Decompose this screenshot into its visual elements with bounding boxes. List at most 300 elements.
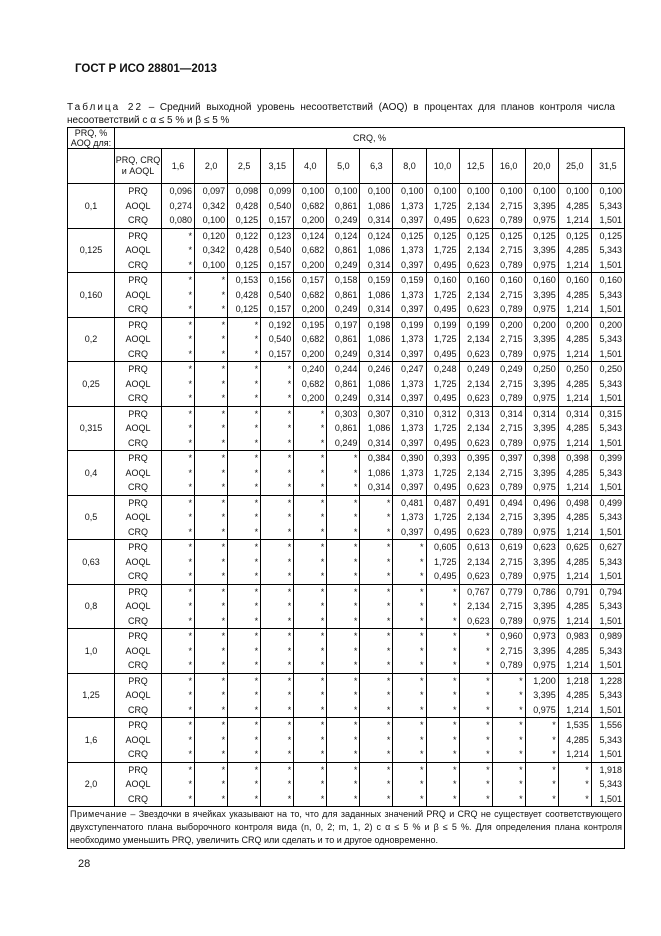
value-prq: 0,960 (500, 631, 523, 641)
param-label: CRQ (128, 660, 148, 670)
value-crq: * (188, 482, 193, 492)
value-crq: 0,397 (400, 259, 424, 270)
value-cell (426, 406, 459, 451)
value-cell (327, 540, 360, 585)
value-aoql: 0,540 (268, 334, 292, 344)
value-cell (195, 762, 228, 807)
value-cell (393, 317, 426, 362)
value-cell (294, 228, 327, 273)
value-crq: * (254, 793, 259, 804)
value-prq: * (353, 586, 358, 597)
value-cell (426, 584, 459, 629)
value-aoql: * (386, 734, 391, 745)
value-prq: * (419, 586, 424, 597)
value-aoql: 2,715 (500, 200, 523, 211)
value-cell (261, 184, 294, 229)
value-crq: 0,125 (235, 259, 259, 270)
value-crq: * (287, 660, 292, 670)
value-prq: 0,623 (533, 542, 556, 552)
value-crq: 0,975 (533, 304, 556, 314)
prq-group-label: 2,0 (68, 762, 115, 807)
value-cell (261, 495, 294, 540)
value-aoql: * (353, 645, 358, 656)
value-prq: 0,625 (566, 542, 589, 552)
value-prq: 0,398 (533, 453, 556, 463)
value-crq: 1,501 (599, 793, 622, 804)
value-cell (393, 762, 426, 807)
value-prq: 0,199 (434, 319, 457, 330)
value-prq: 0,613 (467, 542, 490, 552)
value-aoql: 4,285 (566, 601, 589, 611)
value-aoql: * (320, 467, 325, 478)
value-prq: 0,786 (533, 586, 556, 597)
value-cell (591, 540, 624, 585)
value-cell (558, 317, 591, 362)
table-header-row-1 (68, 128, 625, 149)
value-aoql: 3,395 (533, 423, 556, 433)
value-crq: * (486, 749, 490, 759)
value-cell (591, 673, 624, 718)
value-aoql: * (386, 645, 391, 656)
value-cell (558, 228, 591, 273)
value-crq: * (386, 571, 391, 581)
value-prq: * (188, 720, 193, 730)
value-aoql: 2,715 (500, 601, 523, 611)
param-label-cell (115, 673, 162, 718)
value-prq: * (254, 453, 259, 463)
value-cell (393, 629, 426, 674)
param-label: PRQ (128, 186, 148, 196)
value-crq: * (519, 749, 523, 759)
value-crq: 0,789 (500, 482, 523, 492)
value-aoql: * (287, 734, 292, 745)
param-label: PRQ (128, 586, 148, 597)
value-cell (294, 495, 327, 540)
value-prq: * (320, 764, 325, 775)
value-cell (162, 629, 195, 674)
value-aoql: 2,715 (500, 512, 523, 522)
value-crq: 0,157 (268, 304, 292, 314)
value-cell (261, 673, 294, 718)
value-cell (195, 718, 228, 763)
param-label: CRQ (128, 259, 148, 270)
table-row (68, 406, 625, 451)
value-prq: * (386, 764, 391, 775)
value-cell (558, 584, 591, 629)
value-aoql: 2,134 (467, 289, 490, 300)
value-crq: * (254, 704, 259, 715)
value-cell (426, 451, 459, 496)
value-cell (525, 495, 558, 540)
value-crq: 1,501 (599, 660, 622, 670)
value-crq: 1,501 (599, 437, 622, 448)
value-prq: 0,200 (599, 319, 622, 330)
param-label: AOQL (125, 734, 151, 745)
value-prq: * (188, 542, 193, 552)
value-aoql: * (386, 601, 391, 611)
value-crq: * (221, 704, 226, 715)
value-crq: * (353, 793, 358, 804)
value-crq: * (386, 615, 391, 626)
value-prq: 0,120 (202, 230, 226, 241)
value-prq: * (221, 319, 226, 330)
value-cell (327, 317, 360, 362)
value-cell (525, 317, 558, 362)
value-crq: * (254, 437, 259, 448)
value-crq: 0,495 (434, 304, 457, 314)
value-aoql: 1,725 (434, 378, 457, 389)
value-aoql: * (188, 601, 193, 611)
value-cell (393, 584, 426, 629)
value-crq: * (486, 704, 490, 715)
prq-group-label: 0,125 (68, 228, 115, 273)
value-cell (360, 406, 393, 451)
value-cell (492, 228, 525, 273)
value-aoql: 0,342 (202, 200, 226, 211)
value-cell (492, 762, 525, 807)
value-crq: * (353, 571, 358, 581)
value-cell (360, 184, 393, 229)
value-prq: 0,125 (599, 230, 622, 241)
value-aoql: * (254, 734, 259, 745)
value-prq: 0,125 (566, 230, 589, 241)
table-row (68, 673, 625, 718)
value-prq: 0,384 (367, 453, 391, 463)
value-aoql: * (254, 601, 259, 611)
value-crq: * (254, 571, 259, 581)
value-aoql: 0,682 (301, 334, 325, 344)
value-cell (525, 762, 558, 807)
value-prq: 0,779 (500, 586, 523, 597)
value-cell (459, 673, 492, 718)
param-label-cell (115, 406, 162, 451)
value-aoql: 4,285 (566, 378, 589, 389)
value-cell (426, 673, 459, 718)
value-cell (327, 584, 360, 629)
value-prq: * (188, 408, 193, 419)
value-cell (525, 273, 558, 318)
value-crq: 0,100 (202, 259, 226, 270)
value-cell (327, 629, 360, 674)
value-crq: 0,623 (467, 526, 490, 537)
value-crq: 1,214 (566, 348, 589, 359)
value-cell (492, 451, 525, 496)
prq-group-label: 1,25 (68, 673, 115, 718)
value-cell (492, 317, 525, 362)
value-prq: * (221, 542, 226, 552)
value-prq: * (254, 364, 259, 374)
value-aoql: 2,134 (467, 467, 490, 478)
value-prq: * (386, 497, 391, 508)
value-prq: * (287, 497, 292, 508)
value-aoql: 0,540 (268, 200, 292, 211)
value-crq: 0,975 (533, 215, 556, 225)
value-aoql: * (353, 690, 358, 700)
value-crq: * (585, 793, 589, 804)
value-cell (294, 584, 327, 629)
value-prq: 0,124 (301, 230, 325, 241)
value-cell (426, 273, 459, 318)
value-cell (195, 362, 228, 407)
value-crq: 0,623 (467, 571, 490, 581)
value-aoql: * (221, 423, 226, 433)
prq-group-label: 0,160 (68, 273, 115, 318)
param-label: AOQL (125, 245, 151, 255)
value-cell (459, 718, 492, 763)
value-prq: * (221, 497, 226, 508)
prq-group-label: 0,25 (68, 362, 115, 407)
value-cell (327, 406, 360, 451)
value-prq: 0,195 (301, 319, 325, 330)
value-prq: * (320, 675, 325, 686)
value-aoql: 5,343 (599, 512, 622, 522)
value-cell (162, 184, 195, 229)
value-crq: * (419, 660, 424, 670)
value-aoql: * (221, 734, 226, 745)
value-prq: 0,125 (500, 230, 523, 241)
value-crq: 0,249 (334, 259, 358, 270)
aoq-table (67, 127, 625, 849)
value-prq: 0,100 (467, 186, 490, 196)
value-aoql: * (419, 556, 424, 567)
value-aoql: 3,395 (533, 690, 556, 700)
value-cell (261, 540, 294, 585)
crq-column-header: 1,6 (162, 149, 195, 184)
value-cell (525, 451, 558, 496)
value-aoql: * (254, 690, 259, 700)
value-aoql: 3,395 (533, 200, 556, 211)
value-cell (162, 228, 195, 273)
value-prq: * (320, 631, 325, 641)
value-aoql: * (287, 645, 292, 656)
value-aoql: * (287, 378, 292, 389)
param-label: AOQL (125, 556, 151, 567)
value-aoql: * (254, 556, 259, 567)
value-crq: 1,501 (599, 571, 622, 581)
value-aoql: 4,285 (566, 334, 589, 344)
param-header: PRQ, CRQ и AOQL (115, 149, 162, 184)
value-crq: 1,501 (599, 348, 622, 359)
crq-column-header: 5,0 (327, 149, 360, 184)
value-cell (162, 406, 195, 451)
value-prq: * (287, 453, 292, 463)
value-prq: * (188, 497, 193, 508)
crq-column-header: 2,5 (228, 149, 261, 184)
param-label: CRQ (128, 793, 148, 804)
value-crq: 0,623 (467, 259, 490, 270)
value-aoql: * (254, 467, 259, 478)
value-prq: 1,218 (566, 675, 589, 686)
value-prq: * (486, 631, 490, 641)
crq-column-header: 10,0 (426, 149, 459, 184)
value-cell (525, 584, 558, 629)
value-crq: 0,200 (301, 215, 325, 225)
prq-group-label: 0,2 (68, 317, 115, 362)
value-prq: 0,160 (434, 275, 457, 285)
value-crq: * (320, 704, 325, 715)
value-prq: 0,096 (169, 186, 193, 196)
value-prq: 0,100 (500, 186, 523, 196)
value-prq: 0,099 (268, 186, 292, 196)
value-crq: * (188, 749, 193, 759)
value-crq: * (353, 526, 358, 537)
value-cell (228, 762, 261, 807)
value-cell (393, 673, 426, 718)
value-prq: * (287, 764, 292, 775)
value-prq: * (386, 720, 391, 730)
value-crq: 0,314 (367, 482, 391, 492)
value-cell (492, 184, 525, 229)
prq-group-label: 0,63 (68, 540, 115, 585)
value-cell (195, 540, 228, 585)
param-label: PRQ (128, 631, 148, 641)
value-prq: 0,989 (599, 631, 622, 641)
value-aoql: * (287, 512, 292, 522)
value-cell (360, 362, 393, 407)
value-crq: 0,789 (500, 660, 523, 670)
value-aoql: * (320, 601, 325, 611)
value-cell (228, 451, 261, 496)
value-aoql: * (188, 512, 193, 522)
value-cell (426, 495, 459, 540)
param-label: CRQ (128, 615, 148, 626)
value-aoql: 2,134 (467, 556, 490, 567)
value-cell (360, 673, 393, 718)
param-label: PRQ (128, 319, 148, 330)
crq-column-header: 12,5 (459, 149, 492, 184)
value-aoql: * (519, 690, 523, 700)
value-crq: 0,789 (500, 215, 523, 225)
value-cell (525, 540, 558, 585)
value-crq: * (188, 704, 193, 715)
value-cell (525, 629, 558, 674)
value-prq: 0,312 (434, 408, 457, 419)
param-label: CRQ (128, 304, 148, 314)
value-cell (360, 273, 393, 318)
value-aoql: 0,540 (268, 289, 292, 300)
value-aoql: 3,395 (533, 601, 556, 611)
value-aoql: 5,343 (599, 289, 622, 300)
value-aoql: * (221, 556, 226, 567)
value-prq: * (353, 720, 358, 730)
value-cell (492, 540, 525, 585)
value-aoql: * (188, 467, 193, 478)
value-cell (162, 451, 195, 496)
value-aoql: 1,086 (367, 467, 391, 478)
value-crq: 0,975 (533, 348, 556, 359)
prq-group-label: 0,8 (68, 584, 115, 629)
value-cell (591, 451, 624, 496)
value-crq: * (254, 615, 259, 626)
table-row (68, 718, 625, 763)
value-crq: 0,789 (500, 571, 523, 581)
value-prq: * (486, 720, 490, 730)
param-label-cell (115, 718, 162, 763)
value-aoql: * (386, 556, 391, 567)
value-prq: 0,494 (500, 497, 523, 508)
value-prq: * (419, 720, 424, 730)
value-crq: 1,214 (566, 704, 589, 715)
value-prq: * (419, 542, 424, 552)
value-prq: 0,397 (500, 453, 523, 463)
crq-column-header: 2,0 (195, 149, 228, 184)
value-aoql: 3,395 (533, 334, 556, 344)
value-cell (327, 362, 360, 407)
param-label-cell (115, 629, 162, 674)
value-prq: 0,314 (500, 408, 523, 419)
value-prq: 0,250 (599, 364, 622, 374)
value-cell (294, 540, 327, 585)
value-prq: * (453, 586, 457, 597)
value-aoql: 4,285 (566, 467, 589, 478)
value-prq: 0,249 (467, 364, 490, 374)
value-prq: 0,498 (566, 497, 589, 508)
value-prq: 1,918 (599, 764, 622, 775)
value-prq: * (320, 720, 325, 730)
value-cell (261, 584, 294, 629)
crq-column-header: 16,0 (492, 149, 525, 184)
value-crq: 0,314 (367, 259, 391, 270)
value-aoql: * (552, 779, 556, 789)
value-crq: 1,501 (599, 393, 622, 403)
value-aoql: 0,861 (334, 423, 358, 433)
value-crq: 0,249 (334, 215, 358, 225)
value-cell (459, 762, 492, 807)
value-crq: 0,249 (334, 304, 358, 314)
value-cell (294, 273, 327, 318)
value-prq: * (320, 453, 325, 463)
value-cell (360, 718, 393, 763)
param-label: AOQL (125, 423, 151, 433)
value-prq: * (221, 631, 226, 641)
value-crq: 0,623 (467, 393, 490, 403)
value-crq: 0,975 (533, 704, 556, 715)
value-crq: 0,975 (533, 660, 556, 670)
value-cell (591, 718, 624, 763)
value-aoql: 5,343 (599, 334, 622, 344)
value-crq: * (453, 660, 457, 670)
value-cell (327, 451, 360, 496)
value-cell (162, 718, 195, 763)
value-cell (228, 540, 261, 585)
param-label: CRQ (128, 393, 148, 403)
table-note (68, 807, 625, 849)
value-aoql: 5,343 (599, 690, 622, 700)
value-cell (294, 362, 327, 407)
value-aoql: 1,086 (367, 289, 391, 300)
value-crq: * (353, 660, 358, 670)
table-caption (67, 101, 615, 127)
value-crq: * (320, 526, 325, 537)
value-prq: * (320, 586, 325, 597)
value-crq: 0,397 (400, 215, 424, 225)
value-crq: * (254, 660, 259, 670)
value-prq: * (254, 764, 259, 775)
value-crq: * (486, 660, 490, 670)
value-prq: 0,199 (400, 319, 424, 330)
table-row (68, 362, 625, 407)
value-aoql: * (320, 734, 325, 745)
value-aoql: * (353, 467, 358, 478)
value-aoql: * (221, 334, 226, 344)
value-prq: * (419, 631, 424, 641)
value-cell (459, 584, 492, 629)
value-cell (525, 673, 558, 718)
value-crq: * (419, 704, 424, 715)
param-label: CRQ (128, 526, 148, 537)
value-cell (162, 317, 195, 362)
value-aoql: * (453, 690, 457, 700)
